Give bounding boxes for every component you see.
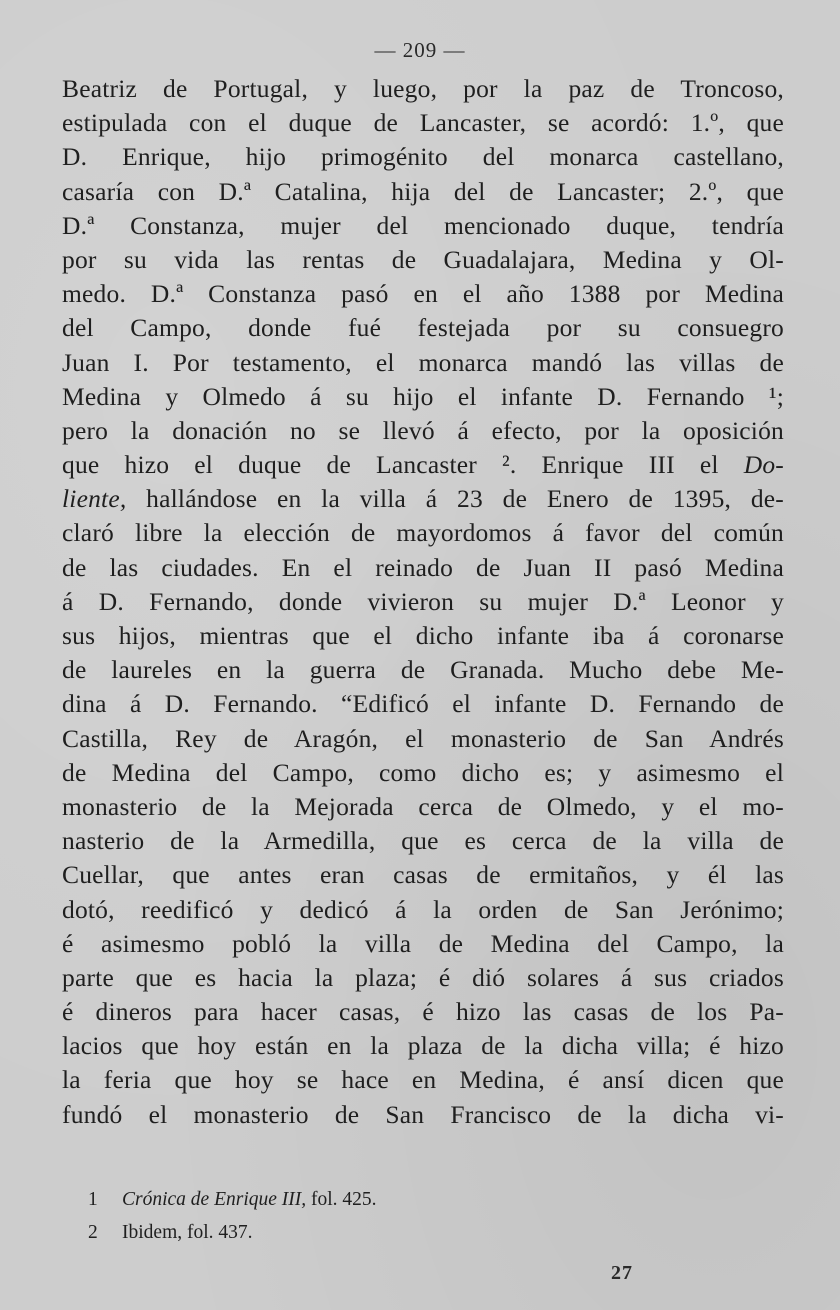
footnote-reference: fol. 425. [306,1189,377,1210]
text-line: del Campo, donde fué festejada por su consuegro [62,313,784,343]
text-line: la feria que hoy se hace en Medina, é ansí dicen que [62,1065,784,1095]
footnote [88,1183,688,1216]
text-line: estipulada con el duque de Lancaster, se acordó: 1.º, que [62,108,784,138]
text-line: lacios que hoy están en la plaza de la dicha villa; é hizo [62,1031,784,1061]
text-line: casaría con D.ª Catalina, hija del de Lancaster; 2.º, que [62,176,784,206]
text-line: claró libre la elección de mayordomos á favor del común [62,518,784,548]
text-line: pero la donación no se llevó á efecto, por la oposición [62,415,784,445]
text-line: liente, hallándose en la villa á 23 de Enero de 1395, de- [62,484,784,514]
text-line: que hizo el duque de Lancaster ². Enrique III el Do- [62,450,784,480]
text-line: Medina y Olmedo á su hijo el infante D. Fernando ¹; [62,381,784,411]
footnote-number: 1 [88,1189,98,1210]
text-line: D. Enrique, hijo primogénito del monarca castellano, [62,142,784,172]
text-line: Cuellar, que antes eran casas de ermitaños, y él las [62,860,784,890]
body-text [62,72,784,1132]
text-line: monasterio de la Mejorada cerca de Olmedo, y el mo- [62,791,784,821]
text-line: fundó el monasterio de San Francisco de la dicha vi- [62,1099,784,1129]
footnote-reference: Ibidem, fol. 437. [122,1222,253,1243]
page-number: — 209 — [374,38,466,62]
text-line: de las ciudades. En el reinado de Juan II pasó Medina [62,552,784,582]
footnote-title: Crónica de Enrique III, [122,1189,307,1210]
text-line: parte que es hacia la plaza; é dió solares á sus criados [62,962,784,992]
italic-word: liente, [62,484,127,514]
text-line: dina á D. Fernando. “Edificó el infante D. Fernando de [62,689,784,719]
text-line: por su vida las rentas de Guadalajara, Medina y Ol- [62,244,784,274]
text-line: é dineros para hacer casas, é hizo las casas de los Pa- [62,997,784,1027]
text-line: sus hijos, mientras que el dicho infante iba á coronarse [62,621,784,650]
text-line: é asimesmo pobló la villa de Medina del Campo, la [62,928,784,958]
text-line: Castilla, Rey de Aragón, el monasterio de San Andrés [62,723,784,753]
footnotes [88,1183,688,1249]
signature-mark: 27 [611,1262,633,1284]
text-line: Beatriz de Portugal, y luego, por la paz de Troncoso, [62,74,784,103]
text-line: de laureles en la guerra de Granada. Mucho debe Me- [62,655,784,685]
text-line: nasterio de la Armedilla, que es cerca de la villa de [62,826,784,856]
footnote-number: 2 [88,1222,98,1243]
text-line: dotó, reedificó y dedicó á la orden de San Jerónimo; [62,894,784,924]
text-line: á D. Fernando, donde vivieron su mujer D.ª Leonor y [62,586,784,616]
text-line: Juan I. Por testamento, el monarca mandó las villas de [62,347,784,377]
text-line: medo. D.ª Constanza pasó en el año 1388 por Medina [62,279,784,309]
italic-word: Do- [743,450,784,480]
text-line: de Medina del Campo, como dicho es; y asimesmo el [62,757,784,787]
text-line: D.ª Constanza, mujer del mencionado duque, tendría [62,210,784,240]
footnote [88,1216,688,1249]
